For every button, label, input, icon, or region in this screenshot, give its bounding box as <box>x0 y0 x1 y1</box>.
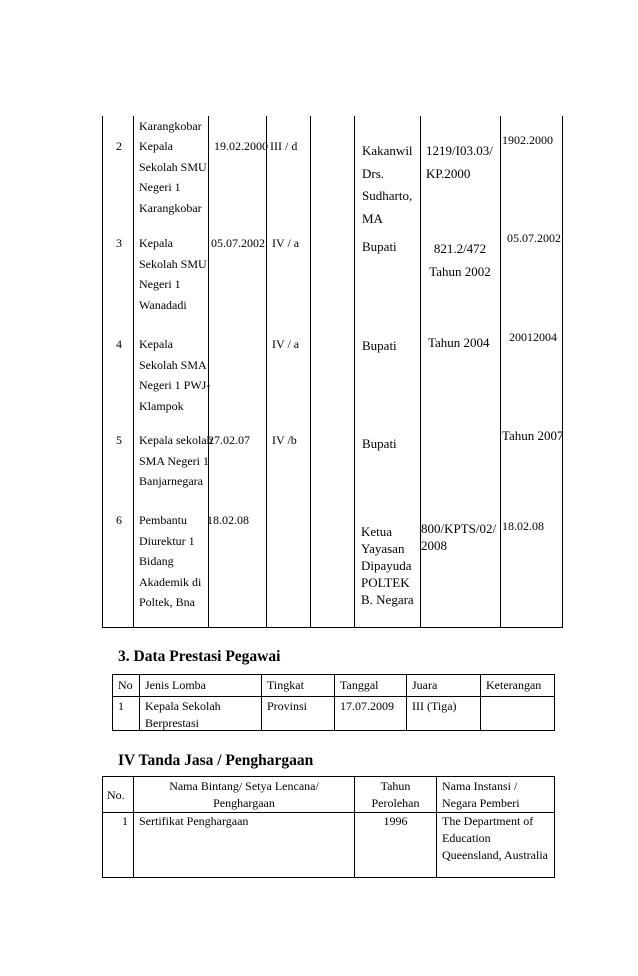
section-heading-achievements: 3. Data Prestasi Pegawai <box>118 648 281 665</box>
table-divider <box>133 116 134 628</box>
cell-award-name: Sertifikat Penghargaan <box>139 814 249 828</box>
header-note: Keterangan <box>486 678 542 692</box>
row-sk-number: Tahun 2004 <box>428 335 490 350</box>
table-line <box>139 674 140 731</box>
header-level: Tingkat <box>267 678 304 692</box>
header-award-name: Nama Bintang/ Setya Lencana/ Penghargaan <box>169 779 319 810</box>
table-line <box>102 776 555 777</box>
row-no: 2 <box>116 139 122 153</box>
header-no: No. <box>107 788 125 802</box>
row-rank: IV / a <box>272 236 300 250</box>
row-no: 4 <box>116 337 122 351</box>
row-date: 19.02.2000 <box>214 139 268 153</box>
row-sk-number: 821.2/472 Tahun 2002 <box>429 241 491 279</box>
table-line <box>102 877 555 878</box>
row-unit: Kepala Sekolah SMU Negeri 1 Wanadadi <box>139 236 207 312</box>
row-sk-number: 800/KPTS/02/ 2008 <box>421 521 497 553</box>
row-date: 18.02.08 <box>207 513 249 527</box>
row-unit: Kepala sekolah SMA Negeri 1 Banjarnegara <box>139 433 213 488</box>
row-rank: IV /b <box>272 433 297 447</box>
row-no: 5 <box>116 433 122 447</box>
header-no: No <box>118 678 133 692</box>
row-official: Bupati <box>362 436 397 451</box>
table-line <box>480 674 481 731</box>
row-unit: Pembantu Diurektur 1 Bidang Akademik di Poltek, Bna <box>139 513 202 609</box>
table-divider <box>354 116 355 628</box>
row-sk-date: 1902.2000 <box>502 133 553 147</box>
table-divider <box>500 116 501 628</box>
table-line <box>436 776 437 878</box>
row-rank: III / d <box>270 139 298 153</box>
row-date: 05.07.2002 <box>211 236 265 250</box>
row-sk-number: 1219/I03.03/ KP.2000 <box>426 143 493 181</box>
row-official: Bupati <box>362 239 397 254</box>
row-sk-date: 05.07.2002 <box>507 231 561 245</box>
row-sk-date: Tahun 2007 <box>502 428 564 443</box>
cell-no: 1 <box>118 699 124 713</box>
row-unit: Kepala Sekolah SMU Negeri 1 Karangkobar <box>139 139 207 215</box>
row-no: 6 <box>116 513 122 527</box>
table-line <box>554 674 555 731</box>
cell-no: 1 <box>122 814 128 828</box>
header-year: Tahun Perolehan <box>371 779 420 810</box>
cell-rank: III (Tiga) <box>412 699 457 713</box>
row1-unit-tail: Karangkobar <box>139 119 202 133</box>
header-rank: Juara <box>412 678 438 692</box>
row-sk-date: 20012004 <box>509 330 557 344</box>
table-line <box>334 674 335 731</box>
row-official: Ketua Yayasan Dipayuda POLTEK B. Negara <box>361 524 414 607</box>
table-line <box>261 674 262 731</box>
section-heading-awards: IV Tanda Jasa / Penghargaan <box>118 752 314 769</box>
row-no: 3 <box>116 236 122 250</box>
table-line <box>554 776 555 878</box>
row-date: 27.02.07 <box>208 433 250 447</box>
header-issuer: Nama Instansi / Negara Pemberi <box>442 779 520 810</box>
table-border-right <box>562 116 563 628</box>
row-sk-date: 18.02.08 <box>502 519 544 533</box>
cell-level: Provinsi <box>267 699 308 713</box>
cell-date: 17.07.2009 <box>340 699 394 713</box>
header-event: Jenis Lomba <box>145 678 206 692</box>
table-line <box>406 674 407 731</box>
row-official: Kakanwil Drs. Sudharto, MA <box>362 143 413 226</box>
row-rank: IV / a <box>272 337 300 351</box>
header-date: Tanggal <box>340 678 379 692</box>
row-official: Bupati <box>362 338 397 353</box>
table-divider <box>266 116 267 628</box>
table-line <box>112 674 113 731</box>
table-divider <box>310 116 311 628</box>
table-border-left <box>102 116 103 628</box>
cell-issuer: The Department of Education Queensland, Australia <box>442 814 548 862</box>
row-unit: Kepala Sekolah SMA Negeri 1 PWJ- Klampok <box>139 337 211 413</box>
cell-event: Kepala Sekolah Berprestasi <box>145 699 221 730</box>
table-border-bottom <box>102 627 563 628</box>
cell-year: 1996 <box>383 814 408 828</box>
